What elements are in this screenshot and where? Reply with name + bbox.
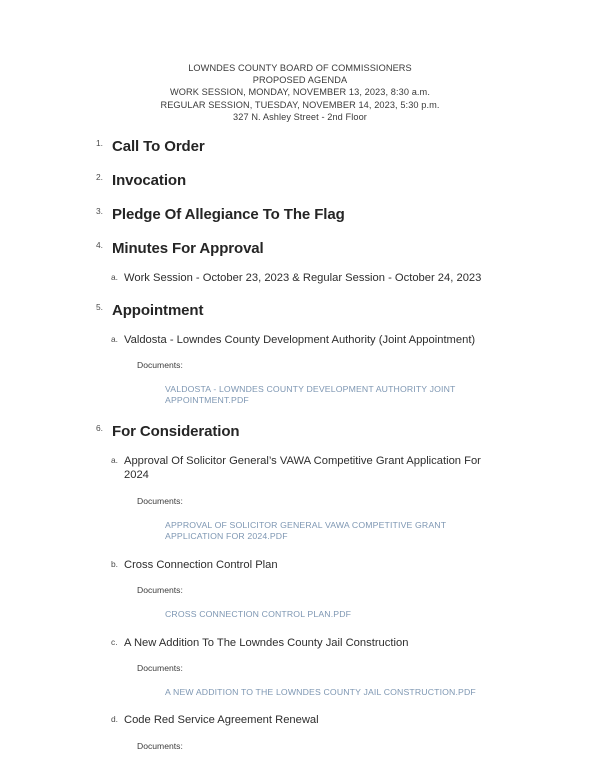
document-link-list: [137, 520, 600, 543]
agenda-subitem: [112, 333, 600, 407]
document-header-line: PROPOSED AGENDA: [252, 75, 348, 86]
document-link[interactable]: A NEW ADDITION TO THE LOWNDES COUNTY JAIL CONSTRUCTION.PDF: [165, 687, 476, 698]
agenda-subitem: [112, 636, 600, 699]
agenda-subitem-text: Work Session - October 23, 2023 & Regular Session - October 24, 2023: [124, 272, 482, 285]
document-link-list: [137, 609, 600, 620]
agenda-item-number: 5.: [96, 301, 103, 312]
agenda-item: [0, 239, 600, 286]
document-header: [0, 0, 600, 123]
agenda-subitem-text: A New Addition To The Lowndes County Jail Construction: [124, 636, 409, 649]
document-link[interactable]: VALDOSTA - LOWNDES COUNTY DEVELOPMENT AUTHORITY JOINT APPOINTMENT.PDF: [165, 384, 456, 406]
agenda-item: [0, 422, 600, 752]
agenda-item-title: Appointment: [112, 301, 204, 319]
document-link[interactable]: APPROVAL OF SOLICITOR GENERAL VAWA COMPETITIVE GRANT APPLICATION FOR 2024.PDF: [165, 519, 447, 542]
agenda-item-number: 2.: [96, 172, 103, 183]
agenda-item-number: 6.: [96, 422, 103, 433]
agenda-item-title: For Consideration: [112, 422, 240, 440]
agenda-subitem: [112, 713, 600, 752]
agenda-subitem-list: [112, 271, 600, 286]
document-link-item: [165, 609, 600, 620]
documents-label: Documents:: [137, 360, 183, 371]
agenda-item-title: Call To Order: [112, 138, 205, 156]
agenda-subitem: [112, 454, 600, 543]
agenda-item-number: 4.: [96, 240, 103, 251]
document-header-line: WORK SESSION, MONDAY, NOVEMBER 13, 2023, 8:30 a.m.: [170, 87, 430, 98]
agenda-list: [0, 137, 600, 752]
agenda-subitem-text: Valdosta - Lowndes County Development Authority (Joint Appointment): [124, 333, 476, 346]
documents-section: [124, 585, 600, 620]
document-link-list: [137, 687, 600, 698]
agenda-item: [0, 137, 600, 156]
agenda-item: [0, 205, 600, 224]
agenda-subitem-text: Approval Of Solicitor General’s VAWA Competitive Grant Application For 2024: [124, 454, 481, 482]
agenda-subitem-list: [112, 333, 600, 407]
documents-label: Documents:: [137, 585, 183, 596]
documents-section: [124, 360, 600, 407]
document-header-line: REGULAR SESSION, TUESDAY, NOVEMBER 14, 2023, 5:30 p.m.: [160, 99, 440, 110]
agenda-item-title: Invocation: [112, 172, 187, 190]
agenda-subitem-list: [112, 454, 600, 752]
agenda-subitem-letter: b.: [111, 558, 118, 569]
agenda-subitem: [112, 558, 600, 621]
documents-label: Documents:: [137, 663, 183, 674]
agenda-subitem-text: Cross Connection Control Plan: [124, 558, 278, 571]
document-link-list: [137, 384, 600, 407]
agenda-item-number: 3.: [96, 206, 103, 217]
documents-label: Documents:: [137, 495, 183, 506]
document-link[interactable]: CROSS CONNECTION CONTROL PLAN.PDF: [165, 609, 352, 620]
document-link-item: [165, 687, 600, 698]
agenda-subitem: [112, 271, 600, 286]
agenda-subitem-letter: a.: [111, 454, 118, 465]
documents-section: [124, 741, 600, 752]
agenda-item-title: Pledge Of Allegiance To The Flag: [112, 206, 345, 224]
agenda-item: [0, 301, 600, 407]
document-header-line: 327 N. Ashley Street - 2nd Floor: [233, 111, 367, 122]
documents-section: [124, 663, 600, 698]
documents-label: Documents:: [137, 740, 183, 751]
document-link-item: [165, 520, 600, 543]
agenda-subitem-letter: d.: [111, 714, 118, 725]
agenda-item-title: Minutes For Approval: [112, 240, 264, 258]
agenda-subitem-text: Code Red Service Agreement Renewal: [124, 714, 319, 727]
agenda-item-number: 1.: [96, 138, 103, 149]
agenda-item: [0, 171, 600, 190]
documents-section: [124, 496, 600, 543]
document-header-line: LOWNDES COUNTY BOARD OF COMMISSIONERS: [188, 63, 412, 73]
document-link-item: [165, 384, 600, 407]
agenda-subitem-letter: a.: [111, 333, 118, 344]
agenda-subitem-letter: c.: [111, 636, 118, 647]
agenda-subitem-letter: a.: [111, 272, 118, 283]
